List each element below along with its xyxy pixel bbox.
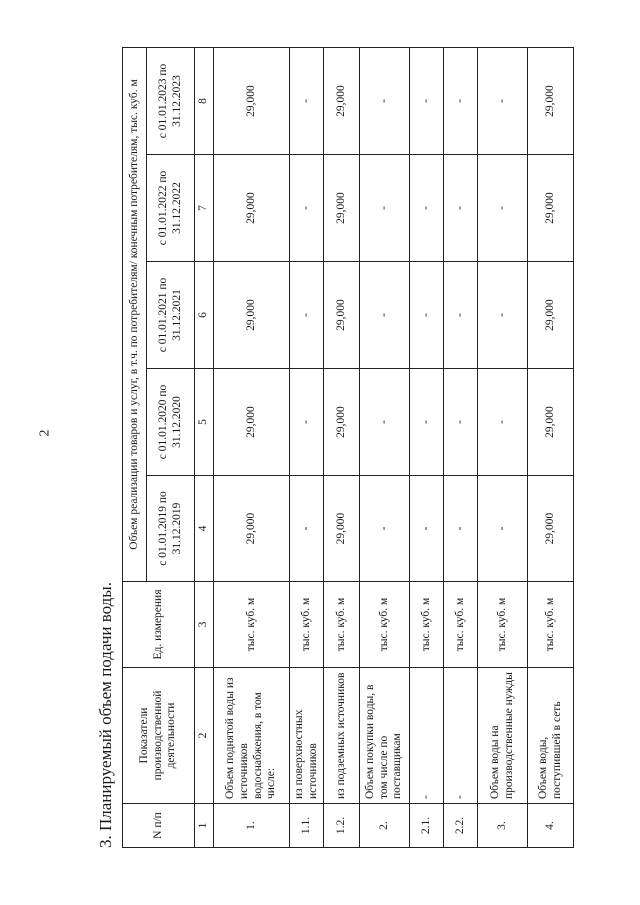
table-row xyxy=(324,47,360,847)
row-value: - xyxy=(444,476,478,582)
header-period-2019: с 01.01.2019 по 31.12.2019 xyxy=(147,476,195,582)
row-value: - xyxy=(478,476,528,582)
row-value: 29,000 xyxy=(214,155,290,262)
row-value: - xyxy=(360,262,410,369)
column-index: 3 xyxy=(195,582,214,668)
table-row xyxy=(410,47,444,847)
row-value: - xyxy=(290,369,324,476)
row-number: 4. xyxy=(528,804,574,848)
row-value: 29,000 xyxy=(528,47,574,154)
row-value: 29,000 xyxy=(324,47,360,154)
column-index: 6 xyxy=(195,262,214,369)
row-indicator: - xyxy=(444,668,478,804)
table-row xyxy=(528,47,574,847)
header-period-2023: с 01.01.2023 по 31.12.2023 xyxy=(147,47,195,154)
row-unit: тыс. куб. м xyxy=(360,582,410,668)
row-value: - xyxy=(410,476,444,582)
section-title: 3. Планируемый объем подачи воды. xyxy=(96,582,115,848)
table-row xyxy=(444,47,478,847)
row-value: - xyxy=(290,47,324,154)
table-row xyxy=(360,47,410,847)
row-value: - xyxy=(478,47,528,154)
row-value: - xyxy=(360,476,410,582)
row-value: - xyxy=(290,476,324,582)
row-value: - xyxy=(360,369,410,476)
header-period-2020: с 01.01.2020 по 31.12.2020 xyxy=(147,369,195,476)
row-value: - xyxy=(360,47,410,154)
row-value: 29,000 xyxy=(324,476,360,582)
row-value: 29,000 xyxy=(528,155,574,262)
row-value: - xyxy=(444,262,478,369)
row-indicator: из поверхностных источников xyxy=(290,668,324,804)
row-value: - xyxy=(410,369,444,476)
row-indicator: Объем воды, поступившей в сеть xyxy=(528,668,574,804)
row-value: 29,000 xyxy=(214,476,290,582)
header-num: N п/п xyxy=(123,804,195,848)
row-value: - xyxy=(410,262,444,369)
header-row-1 xyxy=(123,47,147,847)
row-value: - xyxy=(478,262,528,369)
row-value: - xyxy=(478,369,528,476)
row-indicator: Объем поднятой воды из источников водоснабжения, в том числе: xyxy=(214,668,290,804)
row-value: 29,000 xyxy=(528,369,574,476)
header-unit: Ед. измерения xyxy=(123,582,195,668)
row-number: 1.2. xyxy=(324,804,360,848)
water-supply-table xyxy=(122,47,574,848)
row-value: - xyxy=(290,262,324,369)
column-index: 1 xyxy=(195,804,214,848)
row-indicator: Объем покупки воды, в том числе по поставщикам xyxy=(360,668,410,804)
row-value: - xyxy=(410,47,444,154)
row-value: 29,000 xyxy=(324,155,360,262)
row-unit: тыс. куб. м xyxy=(324,582,360,668)
row-indicator: - xyxy=(410,668,444,804)
row-number: 2.1. xyxy=(410,804,444,848)
row-value: 29,000 xyxy=(324,369,360,476)
row-value: - xyxy=(478,155,528,262)
row-value: 29,000 xyxy=(528,262,574,369)
row-value: - xyxy=(290,155,324,262)
row-unit: тыс. куб. м xyxy=(444,582,478,668)
column-index: 4 xyxy=(195,476,214,582)
column-index: 2 xyxy=(195,668,214,804)
table-row xyxy=(214,47,290,847)
row-unit: тыс. куб. м xyxy=(478,582,528,668)
row-number: 2. xyxy=(360,804,410,848)
header-period-2022: с 01.01.2022 по 31.12.2022 xyxy=(147,155,195,262)
row-number: 3. xyxy=(478,804,528,848)
row-number: 1.1. xyxy=(290,804,324,848)
row-unit: тыс. куб. м xyxy=(410,582,444,668)
row-value: - xyxy=(444,369,478,476)
column-index: 8 xyxy=(195,47,214,154)
column-index-row xyxy=(195,47,214,847)
row-value: - xyxy=(360,155,410,262)
header-indicator: Показатели производственной деятельности xyxy=(123,668,195,804)
row-value: 29,000 xyxy=(214,262,290,369)
row-value: 29,000 xyxy=(214,47,290,154)
row-value: - xyxy=(410,155,444,262)
row-value: - xyxy=(444,155,478,262)
row-number: 2.2. xyxy=(444,804,478,848)
page-number: 2 xyxy=(37,429,53,437)
row-unit: тыс. куб. м xyxy=(214,582,290,668)
row-number: 1. xyxy=(214,804,290,848)
row-unit: тыс. куб. м xyxy=(290,582,324,668)
column-index: 5 xyxy=(195,369,214,476)
rotated-page-content xyxy=(92,48,640,848)
row-indicator: Объем воды на производственные нужды xyxy=(478,668,528,804)
row-value: 29,000 xyxy=(528,476,574,582)
column-index: 7 xyxy=(195,155,214,262)
table-row xyxy=(290,47,324,847)
table-row xyxy=(478,47,528,847)
row-value: 29,000 xyxy=(324,262,360,369)
row-value: 29,000 xyxy=(214,369,290,476)
row-indicator: из подземных источников xyxy=(324,668,360,804)
row-unit: тыс. куб. м xyxy=(528,582,574,668)
row-value: - xyxy=(444,47,478,154)
header-group: Объем реализации товаров и услуг, в т.ч. по потребителям/ конечным потребителям, тыс. куб. м xyxy=(123,47,147,581)
header-period-2021: с 01.01.2021 по 31.12.2021 xyxy=(147,262,195,369)
